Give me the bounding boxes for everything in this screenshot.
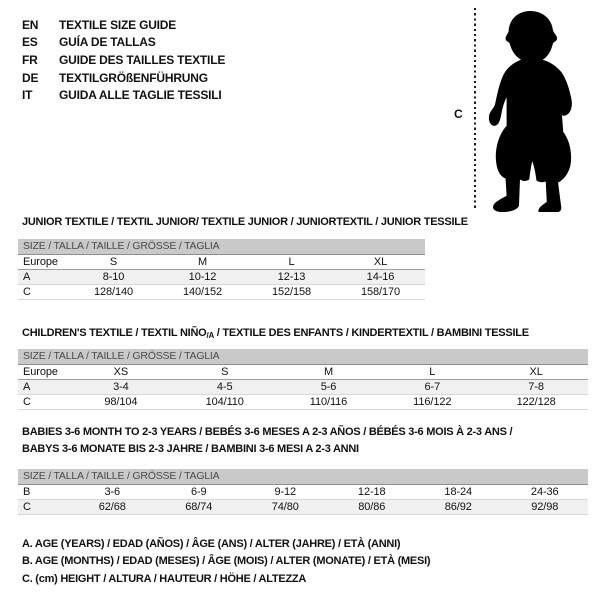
lang-row-en	[22, 16, 225, 34]
size-cell: 98/104	[69, 395, 173, 410]
table-title	[22, 326, 588, 341]
table-row	[18, 270, 425, 285]
table-title-text: / TEXTILE DES ENFANTS / KINDERTEXTIL / BAMBINI TESSILE	[213, 327, 529, 339]
size-cell: 24-36	[502, 485, 589, 500]
lang-code: ES	[22, 35, 38, 50]
lang-row-fr	[22, 51, 225, 69]
size-cell: 9-12	[242, 485, 329, 500]
lang-row-de	[22, 69, 225, 87]
size-cell: 5-6	[277, 380, 381, 395]
size-cell: 110/116	[277, 395, 381, 410]
row-label: B	[18, 485, 69, 500]
size-cell: XL	[484, 365, 588, 380]
size-cell: 10-12	[158, 270, 247, 285]
junior-size-table	[18, 215, 468, 300]
size-cell: 140/152	[158, 285, 247, 300]
size-cell: 116/122	[380, 395, 484, 410]
row-label: Europe	[18, 365, 69, 380]
size-cell: 104/110	[173, 395, 277, 410]
size-cell: 7-8	[484, 380, 588, 395]
lang-label: GUÍA DE TALLAS	[59, 35, 156, 50]
size-cell: 8-10	[69, 270, 158, 285]
row-label: A	[18, 270, 69, 285]
size-header-bar: SIZE / TALLA / TAILLE / GRÖSSE / TAGLIA	[18, 239, 425, 255]
size-cell: 6-7	[380, 380, 484, 395]
table-title	[22, 424, 588, 441]
size-cell: S	[173, 365, 277, 380]
baby-silhouette-icon	[486, 9, 589, 212]
size-cell: S	[69, 255, 158, 270]
lang-code: FR	[22, 52, 38, 67]
lang-code: DE	[22, 70, 39, 85]
table-title-subscript: /A	[206, 331, 214, 340]
size-cell: L	[247, 255, 336, 270]
footnote-b: B. AGE (MONTHS) / EDAD (MESES) / ÂGE (MOIS) / ALTER (MONATE) / ETÀ (MESI)	[22, 555, 431, 568]
table-row	[18, 485, 588, 500]
size-header-bar: SIZE / TALLA / TAILLE / GRÖSSE / TAGLIA	[18, 349, 588, 365]
size-cell: 92/98	[502, 500, 589, 515]
size-cell: L	[380, 365, 484, 380]
footnote-a: A. AGE (YEARS) / EDAD (AÑOS) / ÂGE (ANS) / ALTER (JAHRE) / ETÀ (ANNI)	[22, 538, 401, 550]
table-row	[18, 380, 588, 395]
lang-label: GUIDE DES TAILLES TEXTILE	[59, 52, 226, 67]
size-cell: 158/170	[336, 285, 425, 300]
size-cell: 122/128	[484, 395, 588, 410]
lang-row-it	[22, 86, 225, 104]
size-cell: 12-18	[329, 485, 416, 500]
size-table	[18, 485, 588, 515]
babies-size-table	[18, 424, 588, 515]
size-cell: 6-9	[156, 485, 243, 500]
size-cell: 86/92	[415, 500, 502, 515]
size-cell: 14-16	[336, 270, 425, 285]
size-cell: 4-5	[173, 380, 277, 395]
size-cell: XL	[336, 255, 425, 270]
table-title-text: CHILDREN'S TEXTILE / TEXTIL NIÑO	[22, 327, 207, 339]
size-table	[18, 365, 588, 410]
row-label: C	[18, 395, 69, 410]
size-cell: 62/68	[69, 500, 156, 515]
size-cell: 3-4	[69, 380, 173, 395]
lang-row-es	[22, 34, 225, 52]
size-cell: 80/86	[329, 500, 416, 515]
size-cell: XS	[69, 365, 173, 380]
size-cell: 128/140	[69, 285, 158, 300]
table-row	[18, 395, 588, 410]
table-title-line2: BABYS 3-6 MONATE BIS 2-3 JAHRE / BAMBINI 3-6 MESI A 2-3 ANNI	[22, 443, 359, 455]
table-row	[18, 255, 425, 270]
size-cell: 3-6	[69, 485, 156, 500]
lang-code: EN	[22, 17, 39, 32]
size-cell: 74/80	[242, 500, 329, 515]
size-cell: 152/158	[247, 285, 336, 300]
size-table	[18, 255, 425, 300]
language-list	[22, 16, 225, 104]
table-title-text: JUNIOR TEXTILE / TEXTIL JUNIOR/ TEXTILE JUNIOR / JUNIORTEXTIL / JUNIOR TESSILE	[22, 216, 468, 228]
footnotes	[22, 536, 430, 588]
footnote-c: C. (cm) HEIGHT / ALTURA / HAUTEUR / HÖHE / ALTEZZA	[22, 572, 307, 585]
lang-label: GUIDA ALLE TAGLIE TESSILI	[59, 88, 222, 103]
table-row	[18, 285, 425, 300]
size-cell: 18-24	[415, 485, 502, 500]
lang-label: TEXTILE SIZE GUIDE	[59, 17, 177, 32]
size-cell: M	[277, 365, 381, 380]
size-cell: M	[158, 255, 247, 270]
row-label: C	[18, 500, 69, 515]
lang-code: IT	[22, 88, 33, 103]
height-dashed-line	[474, 8, 476, 211]
size-cell: 12-13	[247, 270, 336, 285]
table-title	[22, 215, 468, 230]
size-header-bar: SIZE / TALLA / TAILLE / GRÖSSE / TAGLIA	[18, 469, 588, 485]
row-label: Europe	[18, 255, 69, 270]
row-label: A	[18, 380, 69, 395]
children-size-table	[18, 326, 588, 410]
table-title-text: BABIES 3-6 MONTH TO 2-3 YEARS / BEBÉS 3-6 MESES A 2-3 AÑOS / BÉBÉS 3-6 MOIS À 2-3 ANS /	[22, 426, 513, 438]
table-row	[18, 365, 588, 380]
size-cell: 68/74	[156, 500, 243, 515]
lang-label: TEXTILGRÖßENFÜHRUNG	[59, 70, 208, 85]
table-row	[18, 500, 588, 515]
height-marker-label: C	[454, 107, 463, 121]
row-label: C	[18, 285, 69, 300]
